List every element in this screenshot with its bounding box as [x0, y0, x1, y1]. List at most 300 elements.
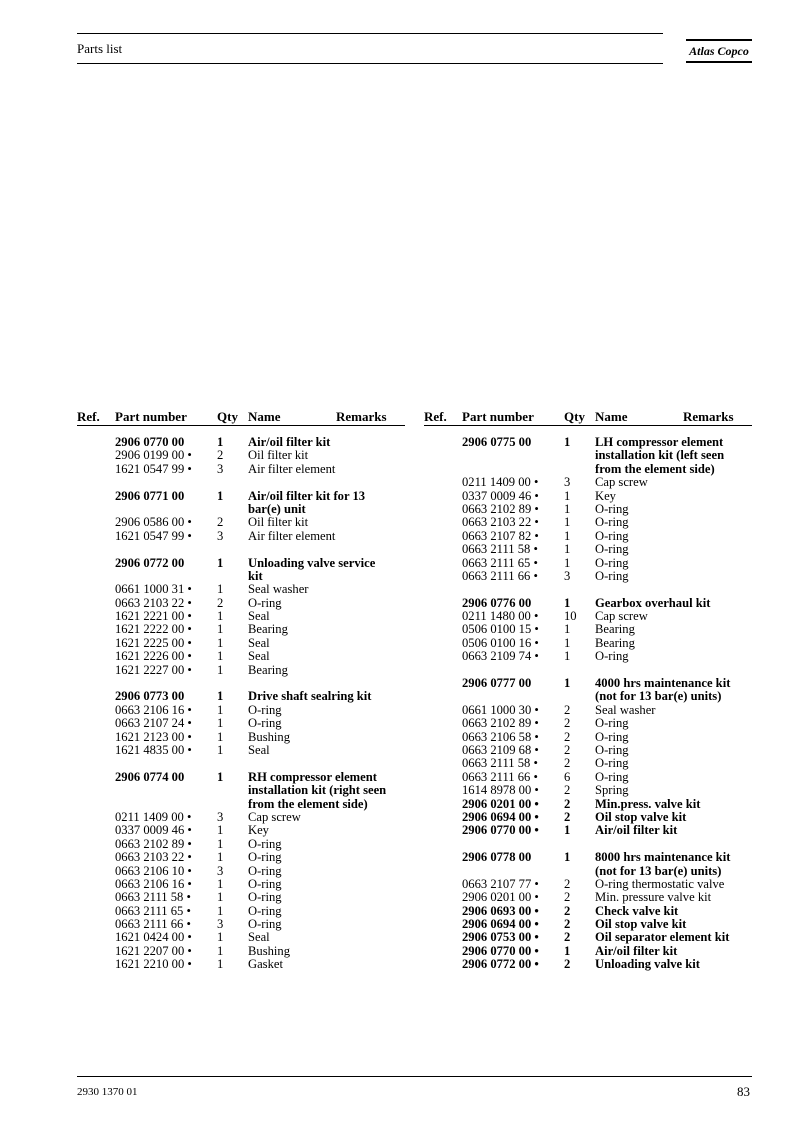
part-number-cell: 2906 0770 00 • — [462, 823, 539, 838]
table-row — [115, 436, 475, 449]
table-row — [115, 503, 475, 516]
name-cell: Min.press. valve kit — [595, 796, 701, 811]
part-number-cell: 0663 2107 77 • — [462, 876, 539, 891]
part-number-cell: 0211 1409 00 • — [115, 809, 192, 824]
qty-cell: 2 — [564, 756, 571, 771]
table-row — [462, 650, 800, 663]
qty-cell: 6 — [564, 769, 571, 784]
name-cell: Bearing — [248, 662, 288, 677]
table-row — [115, 891, 475, 904]
name-cell: Oil stop valve kit — [595, 809, 687, 824]
part-number-cell: 0337 0009 46 • — [462, 488, 539, 503]
table-row — [462, 690, 800, 703]
table-row — [462, 637, 800, 650]
qty-cell: 1 — [217, 488, 224, 503]
part-number-cell: 2906 0693 00 • — [462, 903, 539, 918]
part-number-cell: 0661 1000 31 • — [115, 582, 192, 597]
qty-cell: 1 — [217, 649, 224, 664]
part-number-cell: 0663 2111 58 • — [462, 542, 538, 557]
qty-cell: 3 — [217, 809, 224, 824]
table-row — [462, 798, 800, 811]
name-cell: Seal — [248, 649, 270, 664]
name-cell: Bushing — [248, 729, 290, 744]
name-cell: Unloading valve service — [248, 555, 376, 570]
part-number-cell: 0663 2107 82 • — [462, 528, 539, 543]
table-row — [462, 557, 800, 570]
table-row — [462, 476, 800, 489]
qty-cell: 1 — [217, 716, 224, 731]
table-row — [462, 610, 800, 623]
qty-cell: 2 — [564, 809, 571, 824]
table-row — [462, 436, 800, 449]
qty-cell: 2 — [564, 876, 571, 891]
name-cell: Unloading valve kit — [595, 957, 700, 972]
part-number-cell: 0663 2107 24 • — [115, 716, 192, 731]
qty-cell: 1 — [564, 542, 571, 557]
part-number-cell: 0663 2103 22 • — [115, 595, 192, 610]
col-ref: Ref. — [424, 409, 447, 424]
name-cell: Bearing — [595, 622, 635, 637]
qty-cell: 1 — [564, 649, 571, 664]
col-name: Name — [248, 409, 281, 424]
qty-cell: 1 — [217, 635, 224, 650]
name-cell: Air filter element — [248, 528, 336, 543]
table-row — [115, 664, 475, 677]
table-row — [462, 516, 800, 529]
document-number: 2930 1370 01 — [77, 1086, 138, 1098]
col-part-number: Part number — [462, 409, 534, 424]
name-cell: O-ring — [595, 568, 629, 583]
part-number-cell: 0663 2103 22 • — [115, 850, 192, 865]
table-row — [115, 731, 475, 744]
part-number-cell: 1621 2226 00 • — [115, 649, 192, 664]
part-number-cell: 0663 2111 58 • — [462, 756, 538, 771]
table-row — [462, 905, 800, 918]
name-cell: Air/oil filter kit — [595, 943, 678, 958]
qty-cell: 3 — [217, 461, 224, 476]
name-cell: Key — [595, 488, 616, 503]
table-row — [115, 463, 475, 476]
left-column-headers — [77, 409, 405, 425]
part-number-cell: 0663 2102 89 • — [115, 836, 192, 851]
table-row — [115, 530, 475, 543]
table-row — [462, 597, 800, 610]
part-number-cell: 0663 2111 66 • — [462, 769, 538, 784]
part-number-cell: 0663 2111 66 • — [462, 568, 538, 583]
qty-cell: 2 — [564, 917, 571, 932]
qty-cell: 1 — [217, 769, 224, 784]
right-parts-table — [462, 436, 800, 972]
part-number-cell: 1621 2222 00 • — [115, 622, 192, 637]
part-number-cell: 0663 2106 58 • — [462, 729, 539, 744]
table-row — [115, 905, 475, 918]
table-row — [462, 543, 800, 556]
qty-cell: 1 — [217, 662, 224, 677]
part-number-cell: 2906 0694 00 • — [462, 809, 539, 824]
row-spacer — [462, 583, 800, 596]
qty-cell: 1 — [564, 823, 571, 838]
row-spacer — [462, 664, 800, 677]
col-name: Name — [595, 409, 628, 424]
part-number-cell: 0506 0100 15 • — [462, 622, 539, 637]
table-row — [115, 597, 475, 610]
name-cell: O-ring — [248, 890, 282, 905]
qty-cell: 2 — [564, 729, 571, 744]
table-row — [462, 945, 800, 958]
qty-cell: 1 — [564, 943, 571, 958]
table-row — [462, 891, 800, 904]
qty-cell: 1 — [564, 595, 571, 610]
name-cell: Key — [248, 823, 269, 838]
part-number-cell: 2906 0772 00 — [115, 555, 185, 570]
part-number-cell: 2906 0201 00 • — [462, 890, 539, 905]
qty-cell: 2 — [217, 595, 224, 610]
name-cell: Seal — [248, 635, 270, 650]
qty-cell: 2 — [564, 890, 571, 905]
table-row — [462, 490, 800, 503]
table-row — [115, 811, 475, 824]
table-row — [115, 637, 475, 650]
table-row — [115, 449, 475, 462]
name-cell: Cap screw — [595, 475, 648, 490]
table-row — [462, 717, 800, 730]
part-number-cell: 0663 2102 89 • — [462, 716, 539, 731]
name-cell: Cap screw — [248, 809, 301, 824]
table-row — [115, 878, 475, 891]
qty-cell: 1 — [217, 742, 224, 757]
table-row — [115, 838, 475, 851]
name-cell: (not for 13 bar(e) units) — [595, 863, 722, 878]
qty-cell: 3 — [564, 475, 571, 490]
name-cell: Drive shaft sealring kit — [248, 689, 372, 704]
row-spacer — [115, 543, 475, 556]
qty-cell: 1 — [564, 515, 571, 530]
row-spacer — [115, 677, 475, 690]
table-row — [115, 784, 475, 797]
name-cell: O-ring — [595, 542, 629, 557]
qty-cell: 1 — [217, 836, 224, 851]
name-cell: Spring — [595, 783, 629, 798]
part-number-cell: 2906 0753 00 • — [462, 930, 539, 945]
table-row — [462, 503, 800, 516]
name-cell: O-ring — [248, 702, 282, 717]
part-number-cell: 2906 0778 00 — [462, 850, 532, 865]
name-cell: O-ring — [595, 515, 629, 530]
table-row — [115, 650, 475, 663]
table-row — [115, 704, 475, 717]
table-row — [115, 623, 475, 636]
part-number-cell: 1621 2207 00 • — [115, 943, 192, 958]
table-row — [115, 931, 475, 944]
table-row — [115, 610, 475, 623]
right-header-rule — [424, 425, 752, 426]
table-row — [115, 583, 475, 596]
qty-cell: 1 — [217, 823, 224, 838]
qty-cell: 1 — [217, 850, 224, 865]
name-cell: Air/oil filter kit — [248, 435, 331, 449]
part-number-cell: 0663 2103 22 • — [462, 515, 539, 530]
qty-cell: 1 — [564, 488, 571, 503]
header-rule-top — [77, 33, 663, 34]
name-cell: Gasket — [248, 957, 283, 972]
qty-cell: 1 — [217, 609, 224, 624]
name-cell: Seal washer — [248, 582, 309, 597]
table-row — [462, 958, 800, 971]
part-number-cell: 2906 0773 00 — [115, 689, 185, 704]
table-row — [462, 851, 800, 864]
part-number-cell: 2906 0199 00 • — [115, 448, 192, 463]
part-number-cell: 1621 0424 00 • — [115, 930, 192, 945]
qty-cell: 10 — [564, 609, 577, 624]
qty-cell: 2 — [564, 903, 571, 918]
part-number-cell: 1621 2225 00 • — [115, 635, 192, 650]
footer-rule — [77, 1076, 752, 1077]
part-number-cell: 0663 2111 65 • — [115, 903, 191, 918]
row-spacer — [115, 757, 475, 770]
table-row — [115, 798, 475, 811]
qty-cell: 1 — [217, 582, 224, 597]
table-row — [462, 570, 800, 583]
name-cell: O-ring — [248, 903, 282, 918]
qty-cell: 1 — [217, 890, 224, 905]
qty-cell: 1 — [217, 729, 224, 744]
name-cell: Cap screw — [595, 609, 648, 624]
part-number-cell: 1621 0547 99 • — [115, 528, 192, 543]
name-cell: Oil filter kit — [248, 448, 309, 463]
qty-cell: 2 — [564, 716, 571, 731]
qty-cell: 1 — [564, 528, 571, 543]
table-row — [462, 865, 800, 878]
qty-cell: 1 — [564, 501, 571, 516]
table-row — [115, 824, 475, 837]
part-number-cell: 0211 1480 00 • — [462, 609, 539, 624]
name-cell: 8000 hrs maintenance kit — [595, 850, 731, 865]
table-row — [462, 931, 800, 944]
name-cell: Min. pressure valve kit — [595, 890, 712, 905]
part-number-cell: 0506 0100 16 • — [462, 635, 539, 650]
table-row — [115, 717, 475, 730]
part-number-cell: 2906 0777 00 — [462, 676, 532, 691]
col-remarks: Remarks — [683, 409, 734, 424]
name-cell: O-ring — [595, 716, 629, 731]
row-spacer — [462, 838, 800, 851]
name-cell: Bushing — [248, 943, 290, 958]
name-cell: Air/oil filter kit — [595, 823, 678, 838]
qty-cell: 3 — [564, 568, 571, 583]
table-row — [462, 704, 800, 717]
part-number-cell: 0663 2102 89 • — [462, 501, 539, 516]
part-number-cell: 2906 0772 00 • — [462, 957, 539, 972]
part-number-cell: 1614 8978 00 • — [462, 783, 539, 798]
name-cell: LH compressor element — [595, 435, 724, 449]
part-number-cell: 0663 2111 66 • — [115, 917, 191, 932]
table-row — [115, 918, 475, 931]
header-rule-bottom — [77, 63, 663, 64]
part-number-cell: 1621 2210 00 • — [115, 957, 192, 972]
name-cell: O-ring — [248, 850, 282, 865]
qty-cell: 1 — [564, 435, 571, 449]
table-row — [462, 811, 800, 824]
qty-cell: 1 — [217, 435, 224, 449]
table-row — [115, 851, 475, 864]
name-cell: Oil filter kit — [248, 515, 309, 530]
right-column-headers — [424, 409, 752, 425]
table-row — [462, 449, 800, 462]
table-row — [462, 530, 800, 543]
name-cell: O-ring — [595, 742, 629, 757]
left-header-rule — [77, 425, 405, 426]
part-number-cell: 1621 2227 00 • — [115, 662, 192, 677]
row-spacer — [115, 476, 475, 489]
part-number-cell: 0663 2106 10 • — [115, 863, 192, 878]
qty-cell: 3 — [217, 863, 224, 878]
qty-cell: 1 — [217, 957, 224, 972]
qty-cell: 2 — [564, 702, 571, 717]
part-number-cell: 1621 4835 00 • — [115, 742, 192, 757]
table-row — [115, 490, 475, 503]
part-number-cell: 0663 2111 58 • — [115, 890, 191, 905]
part-number-cell: 0663 2109 74 • — [462, 649, 539, 664]
table-row — [462, 744, 800, 757]
qty-cell: 2 — [564, 930, 571, 945]
name-cell: Seal — [248, 609, 270, 624]
part-number-cell: 2906 0694 00 • — [462, 917, 539, 932]
name-cell: installation kit (right seen — [248, 783, 387, 798]
qty-cell: 1 — [564, 635, 571, 650]
table-row — [115, 516, 475, 529]
col-qty: Qty — [564, 409, 585, 424]
qty-cell: 1 — [217, 903, 224, 918]
part-number-cell: 0663 2106 16 • — [115, 702, 192, 717]
table-row — [462, 677, 800, 690]
table-row — [115, 958, 475, 971]
table-row — [115, 945, 475, 958]
part-number-cell: 2906 0771 00 — [115, 488, 185, 503]
name-cell: 4000 hrs maintenance kit — [595, 676, 731, 691]
table-row — [462, 731, 800, 744]
col-remarks: Remarks — [336, 409, 387, 424]
qty-cell: 2 — [564, 783, 571, 798]
table-row — [462, 771, 800, 784]
qty-cell: 1 — [217, 555, 224, 570]
part-number-cell: 2906 0775 00 — [462, 435, 532, 449]
name-cell: Bearing — [248, 622, 288, 637]
name-cell: Air/oil filter kit for 13 — [248, 488, 366, 503]
table-row — [462, 878, 800, 891]
qty-cell: 1 — [217, 702, 224, 717]
name-cell: installation kit (left seen — [595, 448, 725, 463]
name-cell: from the element side) — [248, 796, 368, 811]
name-cell: Bearing — [595, 635, 635, 650]
part-number-cell: 0663 2111 65 • — [462, 555, 538, 570]
table-row — [115, 557, 475, 570]
qty-cell: 1 — [217, 930, 224, 945]
part-number-cell: 2906 0586 00 • — [115, 515, 192, 530]
svg-text:Atlas Copco: Atlas Copco — [689, 44, 749, 58]
qty-cell: 1 — [564, 555, 571, 570]
part-number-cell: 0337 0009 46 • — [115, 823, 192, 838]
part-number-cell: 2906 0770 00 • — [462, 943, 539, 958]
qty-cell: 2 — [217, 448, 224, 463]
table-row — [462, 918, 800, 931]
name-cell: Seal — [248, 930, 270, 945]
name-cell: O-ring — [595, 528, 629, 543]
name-cell: O-ring — [595, 756, 629, 771]
name-cell: O-ring — [248, 716, 282, 731]
name-cell: Seal washer — [595, 702, 656, 717]
table-row — [115, 744, 475, 757]
page-number: 83 — [737, 1084, 750, 1099]
table-row — [462, 623, 800, 636]
table-row — [462, 824, 800, 837]
qty-cell: 2 — [564, 957, 571, 972]
name-cell: Air filter element — [248, 461, 336, 476]
part-number-cell: 1621 2221 00 • — [115, 609, 192, 624]
qty-cell: 2 — [564, 742, 571, 757]
name-cell: Oil stop valve kit — [595, 917, 687, 932]
table-row — [115, 570, 475, 583]
name-cell: RH compressor element — [248, 769, 377, 784]
part-number-cell: 0661 1000 30 • — [462, 702, 539, 717]
name-cell: (not for 13 bar(e) units) — [595, 689, 722, 704]
name-cell: O-ring — [595, 649, 629, 664]
col-qty: Qty — [217, 409, 238, 424]
part-number-cell: 1621 0547 99 • — [115, 461, 192, 476]
part-number-cell: 1621 2123 00 • — [115, 729, 192, 744]
qty-cell: 1 — [217, 876, 224, 891]
atlas-copco-logo — [686, 39, 752, 63]
table-row — [462, 463, 800, 476]
part-number-cell: 2906 0776 00 — [462, 595, 532, 610]
name-cell: O-ring — [248, 836, 282, 851]
name-cell: bar(e) unit — [248, 501, 306, 516]
part-number-cell: 2906 0774 00 — [115, 769, 185, 784]
left-parts-table — [115, 436, 475, 972]
name-cell: O-ring — [248, 876, 282, 891]
table-row — [462, 757, 800, 770]
name-cell: kit — [248, 568, 263, 583]
name-cell: O-ring — [595, 555, 629, 570]
name-cell: O-ring — [595, 729, 629, 744]
name-cell: O-ring — [248, 917, 282, 932]
name-cell: O-ring — [595, 769, 629, 784]
qty-cell: 2 — [564, 796, 571, 811]
name-cell: O-ring — [248, 595, 282, 610]
table-row — [115, 771, 475, 784]
part-number-cell: 0663 2106 16 • — [115, 876, 192, 891]
table-row — [462, 784, 800, 797]
part-number-cell: 2906 0201 00 • — [462, 796, 539, 811]
part-number-cell: 2906 0770 00 — [115, 435, 185, 449]
name-cell: O-ring — [248, 863, 282, 878]
qty-cell: 3 — [217, 917, 224, 932]
qty-cell: 2 — [217, 515, 224, 530]
name-cell: from the element side) — [595, 461, 715, 476]
qty-cell: 3 — [217, 528, 224, 543]
qty-cell: 1 — [217, 622, 224, 637]
name-cell: Oil separator element kit — [595, 930, 730, 945]
name-cell: Gearbox overhaul kit — [595, 595, 711, 610]
qty-cell: 1 — [217, 689, 224, 704]
name-cell: Check valve kit — [595, 903, 679, 918]
part-number-cell: 0663 2109 68 • — [462, 742, 539, 757]
col-ref: Ref. — [77, 409, 100, 424]
part-number-cell: 0211 1409 00 • — [462, 475, 539, 490]
page-header-title: Parts list — [77, 41, 123, 56]
name-cell: O-ring — [595, 501, 629, 516]
table-row — [115, 865, 475, 878]
table-row — [115, 690, 475, 703]
